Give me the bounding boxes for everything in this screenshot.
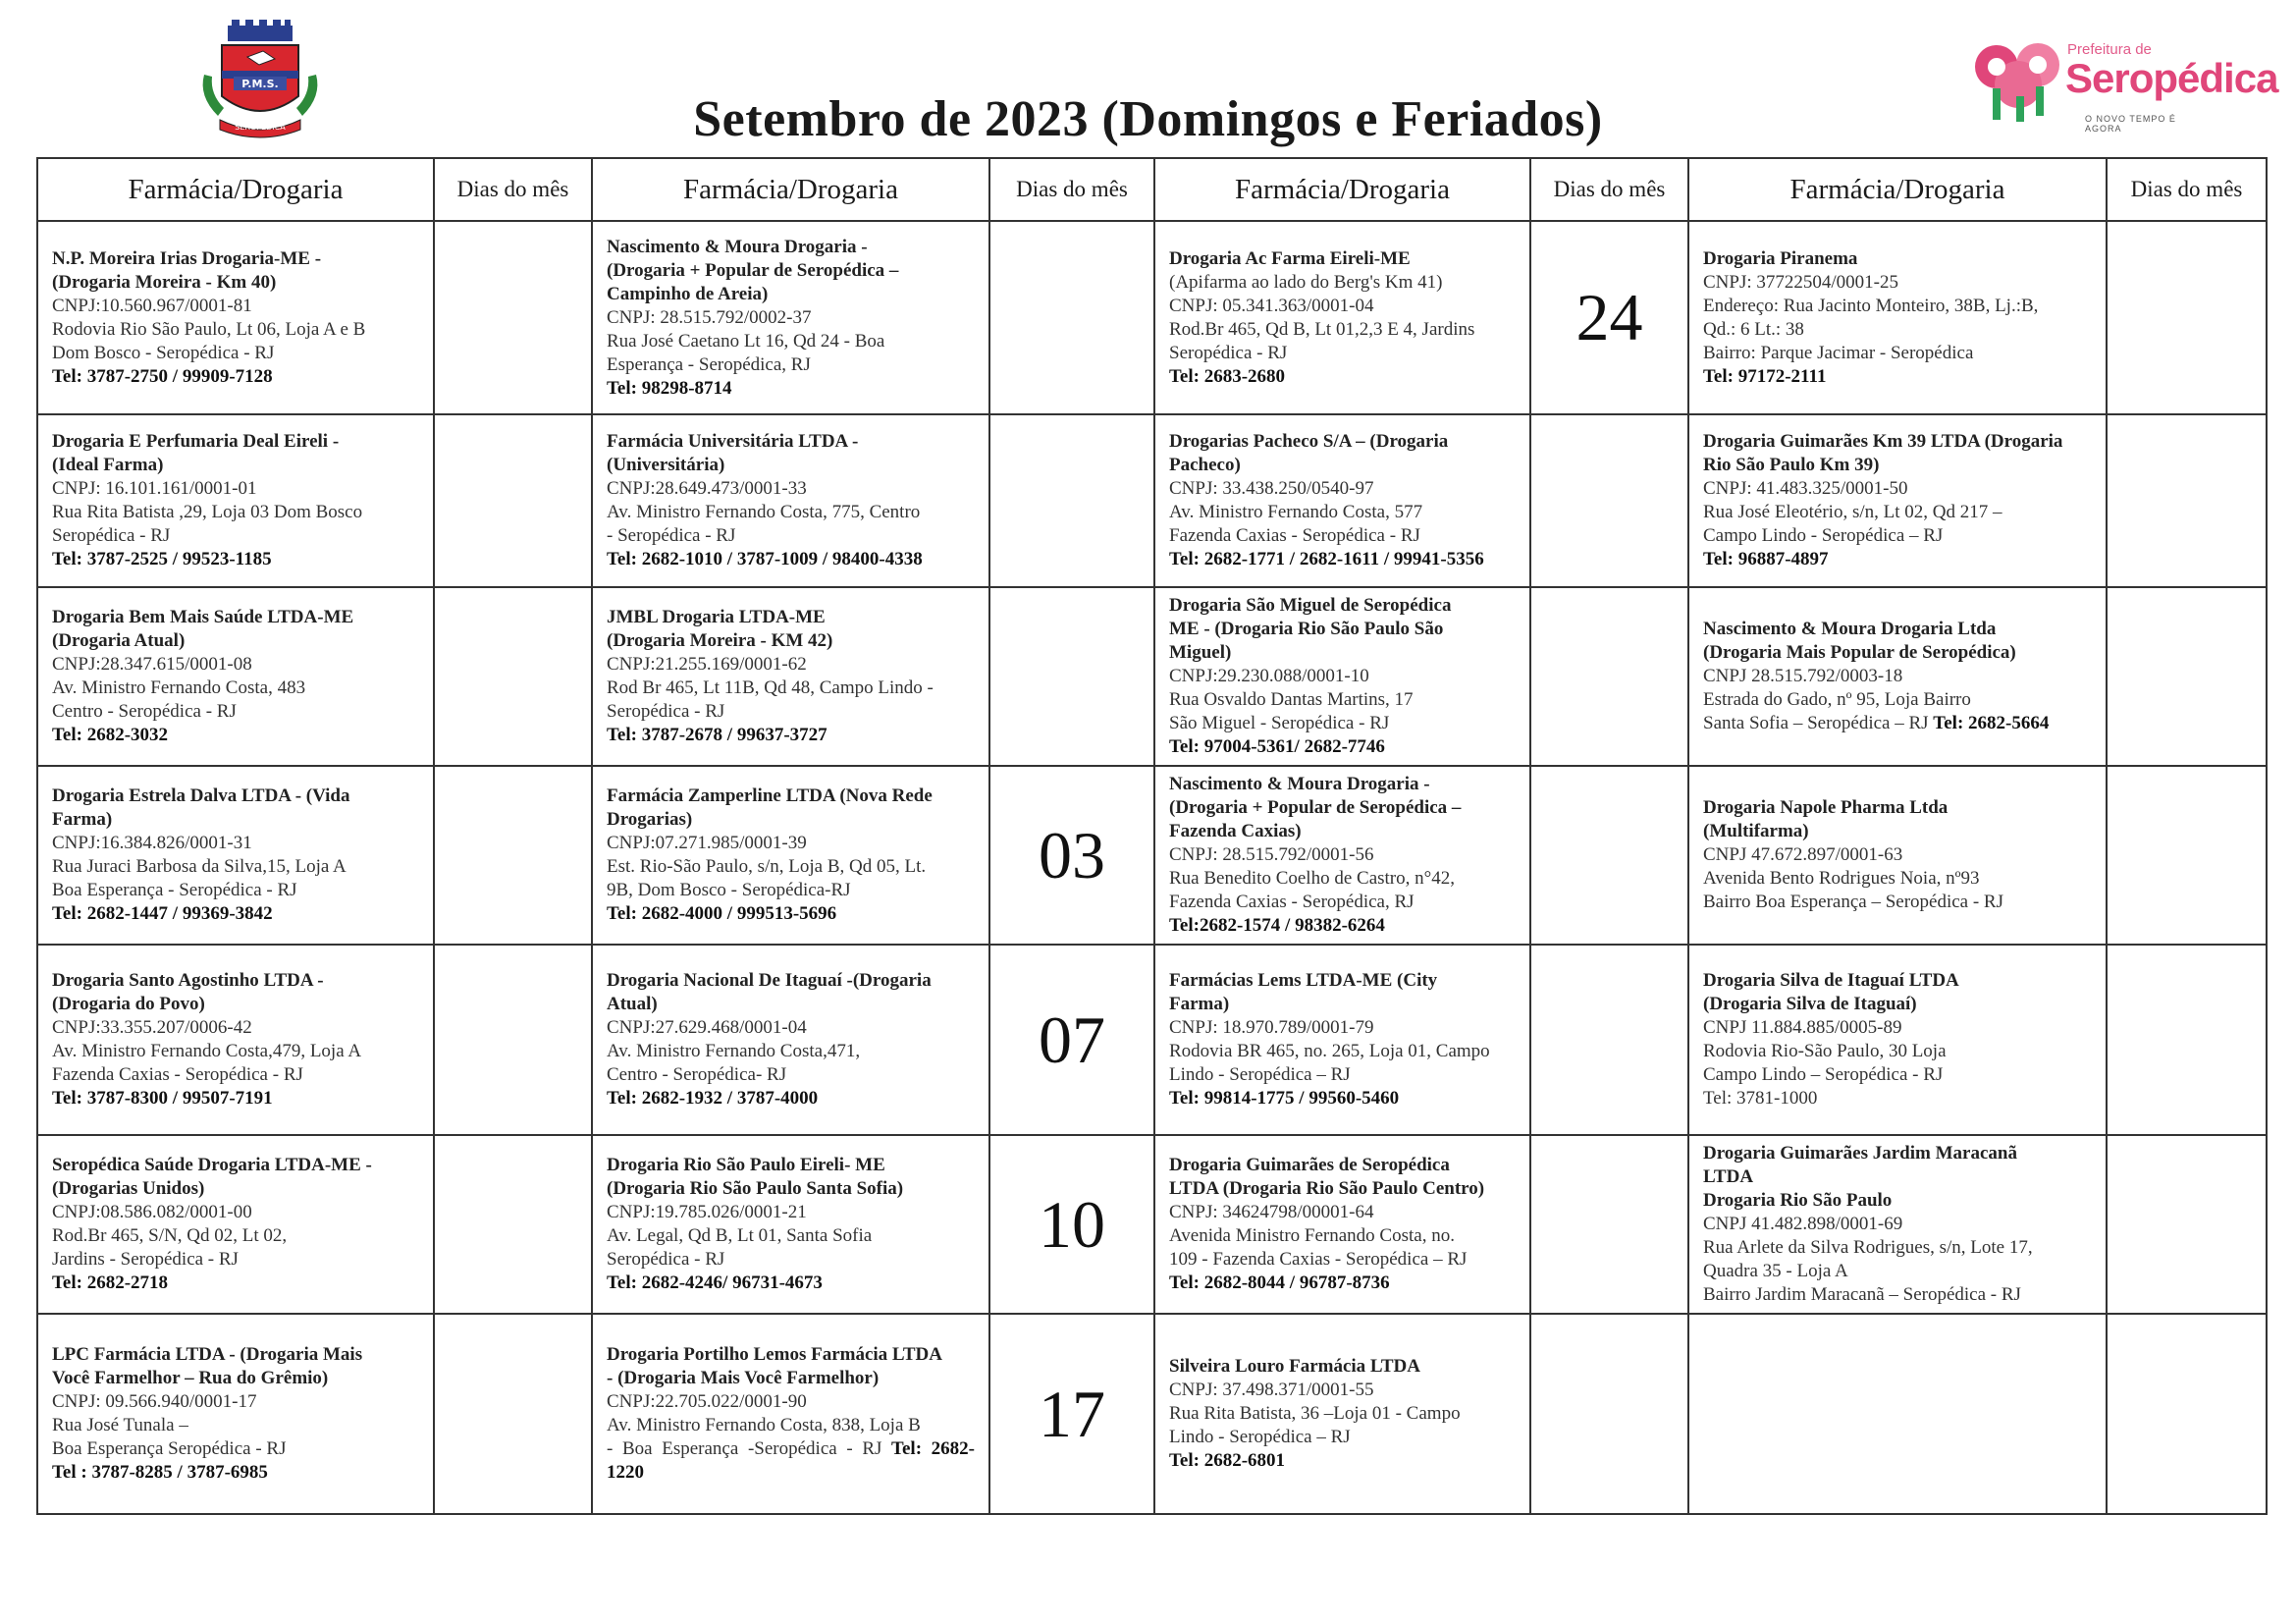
duty-day-cell: [2107, 945, 2267, 1135]
pharmacy-phone: Tel: 97172-2111: [1703, 365, 1827, 387]
pharmacy-cell: [1154, 587, 1530, 766]
pharmacy-cell: [592, 945, 989, 1135]
pharmacy-phone: Tel: 3787-2678 / 99637-3727: [607, 725, 828, 745]
pharmacy-name: Drogaria São Miguel de Seropédica: [1169, 595, 1452, 616]
pharmacy-cell: [1154, 945, 1530, 1135]
pharmacy-info-line: Lindo - Seropédica – RJ: [1169, 1427, 1351, 1447]
pharmacy-phone: Tel: 2682-3032: [52, 725, 169, 745]
pharmacy-cell: [1154, 766, 1530, 945]
pharmacy-name: Drogaria Ac Farma Eireli-ME: [1169, 247, 1411, 269]
pharmacy-name: Miguel): [1169, 642, 1232, 663]
pharmacy-name: Drogaria Piranema: [1703, 247, 1858, 269]
pharmacy-phone: Tel: 2682-1447 / 99369-3842: [52, 903, 273, 924]
pharmacy-info-line: CNPJ: 28.515.792/0002-37: [607, 306, 812, 328]
pharmacy-name: Nascimento & Moura Drogaria -: [607, 236, 868, 257]
duty-day-cell: [434, 1135, 592, 1314]
pharmacy-info-line: Tel: 3781-1000: [1703, 1088, 1818, 1109]
table-row: [37, 414, 2267, 587]
pharmacy-name: Silveira Louro Farmácia LTDA: [1169, 1356, 1420, 1377]
pharmacy-info-line: Campo Lindo - Seropédica – RJ: [1703, 525, 1944, 546]
pharmacy-cell: [1154, 414, 1530, 587]
pharmacy-name: Farmácia Universitária LTDA -: [607, 431, 859, 452]
duty-day-cell: 07: [989, 945, 1154, 1135]
pharmacy-info-line: Seropédica - RJ: [52, 525, 171, 546]
pharmacy-cell: [1688, 587, 2107, 766]
pharmacy-name: Drogaria Nacional De Itaguaí -(Drogaria: [607, 970, 932, 991]
pharmacy-name: (Universitária): [607, 455, 725, 475]
pharmacy-info-line: Lindo - Seropédica – RJ: [1169, 1064, 1351, 1085]
pharmacy-info-line: Rod Br 465, Lt 11B, Qd 48, Campo Lindo -: [607, 677, 934, 698]
pharmacy-name: Drogaria Guimarães de Seropédica: [1169, 1155, 1450, 1175]
pharmacy-info-line: Rua Rita Batista ,29, Loja 03 Dom Bosco: [52, 502, 363, 522]
duty-day-cell: 03: [989, 766, 1154, 945]
pharmacy-info-line: CNPJ: 37722504/0001-25: [1703, 271, 1898, 293]
pharmacy-name: Seropédica Saúde Drogaria LTDA-ME -: [52, 1155, 372, 1175]
pharmacy-name: Drogaria Guimarães Jardim Maracanã: [1703, 1143, 2017, 1164]
header-farmacia: Farmácia/Drogaria: [592, 158, 989, 221]
pharmacy-schedule-table: [36, 157, 2268, 1515]
logo-slogan: O NOVO TEMPO É AGORA: [2085, 114, 2176, 134]
pharmacy-info-line: Rodovia Rio São Paulo, Lt 06, Loja A e B: [52, 318, 366, 340]
duty-day-cell: [2107, 1135, 2267, 1314]
pharmacy-cell: [37, 221, 434, 414]
pharmacy-info-line: CNPJ: 33.438.250/0540-97: [1169, 478, 1374, 499]
pharmacy-info-line: CNPJ: 34624798/00001-64: [1169, 1202, 1374, 1222]
pharmacy-info-line: Quadra 35 - Loja A: [1703, 1261, 1848, 1281]
duty-day-cell: [1530, 1135, 1688, 1314]
pharmacy-phone: Tel: 97004-5361/ 2682-7746: [1169, 736, 1385, 757]
pharmacy-phone: Tel: 2682-1220: [607, 1438, 975, 1483]
duty-day-cell: 17: [989, 1314, 1154, 1514]
pharmacy-name: Drogaria E Perfumaria Deal Eireli -: [52, 431, 340, 452]
duty-day-cell: [2107, 414, 2267, 587]
pharmacy-phone: Tel: 2682-1771 / 2682-1611 / 99941-5356: [1169, 549, 1484, 569]
pharmacy-info-line: CNPJ: 18.970.789/0001-79: [1169, 1017, 1374, 1038]
logo-city-name: Seropédica: [2065, 55, 2278, 101]
duty-day-cell: [1530, 1314, 1688, 1514]
pharmacy-info-line: Centro - Seropédica- RJ: [607, 1064, 787, 1085]
pharmacy-info-line: Santa Sofia – Seropédica – RJ Tel: 2682-5664: [1703, 713, 2050, 733]
header-farmacia: Farmácia/Drogaria: [1154, 158, 1530, 221]
table-row: [37, 221, 2267, 414]
pharmacy-name: Drogaria Rio São Paulo: [1703, 1190, 1893, 1211]
table-row: [37, 766, 2267, 945]
duty-day-cell: [1530, 766, 1688, 945]
pharmacy-info-line: - Seropédica - RJ: [607, 525, 736, 546]
pharmacy-info-line: CNPJ:10.560.967/0001-81: [52, 295, 252, 316]
pharmacy-info-line: Av. Ministro Fernando Costa,479, Loja A: [52, 1041, 362, 1061]
pharmacy-cell: [1154, 221, 1530, 414]
pharmacy-cell: [37, 1314, 434, 1514]
pharmacy-phone: Tel: 98298-8714: [607, 377, 732, 399]
duty-day-cell: [989, 414, 1154, 587]
pharmacy-phone: Tel: 2682-4246/ 96731-4673: [607, 1272, 823, 1293]
pharmacy-info-line: Boa Esperança - Seropédica - RJ: [52, 880, 297, 900]
pharmacy-info-line: Av. Ministro Fernando Costa, 775, Centro: [607, 502, 921, 522]
pharmacy-info-line: Seropédica - RJ: [607, 701, 725, 722]
pharmacy-info-line: CNPJ:16.384.826/0001-31: [52, 833, 252, 853]
pharmacy-name: (Drogaria do Povo): [52, 994, 205, 1014]
pharmacy-info-line: CNPJ: 09.566.940/0001-17: [52, 1391, 257, 1412]
header-dias: Dias do mês: [434, 158, 592, 221]
pharmacy-info-line: CNPJ 47.672.897/0001-63: [1703, 844, 1903, 865]
pharmacy-phone: Tel: 3787-8300 / 99507-7191: [52, 1088, 273, 1109]
pharmacy-info-line: CNPJ:27.629.468/0001-04: [607, 1017, 807, 1038]
pharmacy-phone: Tel: 2682-6801: [1169, 1450, 1286, 1471]
pharmacy-name: (Drogarias Unidos): [52, 1178, 205, 1199]
table-row: [37, 1135, 2267, 1314]
duty-day-cell: [2107, 221, 2267, 414]
pharmacy-name: (Drogaria Silva de Itaguaí): [1703, 994, 1917, 1014]
pharmacy-name: Drogarias Pacheco S/A – (Drogaria: [1169, 431, 1449, 452]
pharmacy-name: Farmácias Lems LTDA-ME (City: [1169, 970, 1438, 991]
pharmacy-info-line: Rua José Caetano Lt 16, Qd 24 - Boa: [607, 330, 885, 352]
pharmacy-name: (Drogaria Atual): [52, 630, 186, 651]
pharmacy-info-line: Rua Juraci Barbosa da Silva,15, Loja A: [52, 856, 347, 877]
header-dias: Dias do mês: [989, 158, 1154, 221]
pharmacy-name: Fazenda Caxias): [1169, 821, 1302, 841]
pharmacy-name: (Drogaria + Popular de Seropédica –: [607, 259, 899, 281]
pharmacy-name: LPC Farmácia LTDA - (Drogaria Mais: [52, 1344, 363, 1365]
pharmacy-name: Drogarias): [607, 809, 693, 830]
pharmacy-info-line: Av. Ministro Fernando Costa, 577: [1169, 502, 1423, 522]
duty-day-cell: [2107, 587, 2267, 766]
pharmacy-cell: [592, 414, 989, 587]
pharmacy-cell: [592, 587, 989, 766]
pharmacy-name: (Multifarma): [1703, 821, 1809, 841]
pharmacy-info-line: Qd.: 6 Lt.: 38: [1703, 318, 1804, 340]
pharmacy-info-line: CNPJ: 05.341.363/0001-04: [1169, 295, 1374, 316]
pharmacy-name: N.P. Moreira Irias Drogaria-ME -: [52, 247, 322, 269]
duty-day-cell: [1530, 414, 1688, 587]
pharmacy-info-line: Rod.Br 465, S/N, Qd 02, Lt 02,: [52, 1225, 288, 1246]
duty-day-cell: [989, 221, 1154, 414]
pharmacy-cell: [592, 221, 989, 414]
pharmacy-info-line: (Apifarma ao lado do Berg's Km 41): [1169, 271, 1443, 293]
pharmacy-name: Atual): [607, 994, 658, 1014]
pharmacy-info-line: São Miguel - Seropédica - RJ: [1169, 713, 1390, 733]
duty-day-cell: [434, 221, 592, 414]
duty-day-cell: [434, 414, 592, 587]
pharmacy-phone: Tel: 2682-5664: [1933, 713, 2050, 733]
pharmacy-info-line: Rua Rita Batista, 36 –Loja 01 - Campo: [1169, 1403, 1461, 1424]
pharmacy-info-line: Rua José Tunala –: [52, 1415, 188, 1435]
table-row: [37, 587, 2267, 766]
pharmacy-cell: [1688, 414, 2107, 587]
pharmacy-name: Rio São Paulo Km 39): [1703, 455, 1880, 475]
pharmacy-info-line: Bairro: Parque Jacimar - Seropédica: [1703, 342, 1974, 363]
pharmacy-info-line: 109 - Fazenda Caxias - Seropédica – RJ: [1169, 1249, 1468, 1270]
pharmacy-info-line: 9B, Dom Bosco - Seropédica-RJ: [607, 880, 851, 900]
pharmacy-name: LTDA: [1703, 1166, 1754, 1187]
pharmacy-name: Drogaria Estrela Dalva LTDA - (Vida: [52, 785, 350, 806]
pharmacy-info-line: Campo Lindo – Seropédica - RJ: [1703, 1064, 1944, 1085]
pharmacy-info-line: CNPJ:29.230.088/0001-10: [1169, 666, 1369, 686]
pharmacy-info-line: CNPJ:07.271.985/0001-39: [607, 833, 807, 853]
pharmacy-phone: Tel:2682-1574 / 98382-6264: [1169, 915, 1385, 936]
pharmacy-name: (Drogaria Moreira - KM 42): [607, 630, 833, 651]
pharmacy-info-line: CNPJ 28.515.792/0003-18: [1703, 666, 1903, 686]
pharmacy-info-line: Esperança - Seropédica, RJ: [607, 353, 811, 375]
pharmacy-name: Campinho de Areia): [607, 283, 769, 304]
pharmacy-name: LTDA (Drogaria Rio São Paulo Centro): [1169, 1178, 1485, 1199]
duty-day-cell: 24: [1530, 221, 1688, 414]
pharmacy-name: JMBL Drogaria LTDA-ME: [607, 607, 826, 627]
pharmacy-name: ME - (Drogaria Rio São Paulo São: [1169, 619, 1444, 639]
page-title: Setembro de 2023 (Domingos e Feriados): [693, 91, 1603, 147]
pharmacy-cell: [1688, 1135, 2107, 1314]
duty-day-cell: [434, 587, 592, 766]
pharmacy-phone: Tel: 3787-2525 / 99523-1185: [52, 549, 272, 569]
pharmacy-name: Você Farmelhor – Rua do Grêmio): [52, 1368, 329, 1388]
pharmacy-name: - (Drogaria Mais Você Farmelhor): [607, 1368, 880, 1388]
duty-day-cell: [1530, 945, 1688, 1135]
pharmacy-name: Farma): [52, 809, 113, 830]
pharmacy-info-line: Avenida Ministro Fernando Costa, no.: [1169, 1225, 1455, 1246]
pharmacy-info-line: CNPJ: 28.515.792/0001-56: [1169, 844, 1374, 865]
pharmacy-phone: Tel: 2683-2680: [1169, 365, 1286, 387]
duty-day-cell: [989, 587, 1154, 766]
pharmacy-cell: [1688, 945, 2107, 1135]
pharmacy-name: Drogaria Bem Mais Saúde LTDA-ME: [52, 607, 354, 627]
header-farmacia: Farmácia/Drogaria: [37, 158, 434, 221]
pharmacy-cell: [1154, 1135, 1530, 1314]
pharmacy-info-line: Endereço: Rua Jacinto Monteiro, 38B, Lj.:B,: [1703, 295, 2039, 316]
pharmacy-phone: Tel: 2682-1932 / 3787-4000: [607, 1088, 819, 1109]
pharmacy-name: Drogaria Portilho Lemos Farmácia LTDA: [607, 1344, 942, 1365]
pharmacy-info-line: CNPJ:22.705.022/0001-90: [607, 1391, 807, 1412]
duty-day-cell: 10: [989, 1135, 1154, 1314]
pharmacy-name: Drogaria Santo Agostinho LTDA -: [52, 970, 324, 991]
duty-day-cell: [2107, 766, 2267, 945]
pharmacy-info-line: Av. Legal, Qd B, Lt 01, Santa Sofia: [607, 1225, 873, 1246]
duty-day-cell: [434, 766, 592, 945]
pharmacy-cell: [592, 766, 989, 945]
header-farmacia: Farmácia/Drogaria: [1688, 158, 2107, 221]
pharmacy-cell: [1688, 1314, 2107, 1514]
pharmacy-info-line: CNPJ:28.347.615/0001-08: [52, 654, 252, 675]
pharmacy-name: Drogaria Rio São Paulo Eireli- ME: [607, 1155, 885, 1175]
table-header-row: [37, 158, 2267, 221]
pharmacy-name: Drogaria Guimarães Km 39 LTDA (Drogaria: [1703, 431, 2063, 452]
pharmacy-cell: [37, 766, 434, 945]
pharmacy-info-line: Estrada do Gado, nº 95, Loja Bairro: [1703, 689, 1971, 710]
pharmacy-cell: [1688, 766, 2107, 945]
pharmacy-info-line: CNPJ:19.785.026/0001-21: [607, 1202, 807, 1222]
pharmacy-name: (Drogaria + Popular de Seropédica –: [1169, 797, 1462, 818]
pharmacy-info-line: Avenida Bento Rodrigues Noia, nº93: [1703, 868, 1980, 889]
pharmacy-info-line: Rua Arlete da Silva Rodrigues, s/n, Lote 17,: [1703, 1237, 2033, 1258]
pharmacy-phone: Tel: 2682-4000 / 999513-5696: [607, 903, 837, 924]
pharmacy-name: Nascimento & Moura Drogaria -: [1169, 774, 1430, 794]
pharmacy-cell: [37, 587, 434, 766]
logo-ribbon-text: SEROPÉDICA: [235, 123, 286, 132]
pharmacy-cell: [37, 1135, 434, 1314]
pharmacy-info-line: Dom Bosco - Seropédica - RJ: [52, 342, 275, 363]
table-row: [37, 1314, 2267, 1514]
pharmacy-info-line: Fazenda Caxias - Seropédica - RJ: [52, 1064, 303, 1085]
pharmacy-name: (Drogaria Moreira - Km 40): [52, 271, 277, 293]
pharmacy-cell: [592, 1314, 989, 1514]
pharmacy-name: Drogaria Silva de Itaguaí LTDA: [1703, 970, 1959, 991]
pharmacy-name: Nascimento & Moura Drogaria Ltda: [1703, 619, 1997, 639]
pharmacy-name: Drogaria Napole Pharma Ltda: [1703, 797, 1949, 818]
pharmacy-phone: Tel: 96887-4897: [1703, 549, 1829, 569]
pharmacy-info-line: Jardins - Seropédica - RJ: [52, 1249, 239, 1270]
duty-day-cell: [1530, 587, 1688, 766]
pharmacy-info-line: Bairro Jardim Maracanã – Seropédica - RJ: [1703, 1284, 2021, 1305]
pharmacy-info-line: Av. Ministro Fernando Costa,471,: [607, 1041, 861, 1061]
pharmacy-info-line: Rodovia Rio-São Paulo, 30 Loja: [1703, 1041, 1947, 1061]
pharmacy-info-line: CNPJ: 16.101.161/0001-01: [52, 478, 257, 499]
pharmacy-info-line: Fazenda Caxias - Seropédica - RJ: [1169, 525, 1420, 546]
pharmacy-info-line: Rodovia BR 465, no. 265, Loja 01, Campo: [1169, 1041, 1490, 1061]
pharmacy-phone: Tel: 2682-1010 / 3787-1009 / 98400-4338: [607, 549, 923, 569]
pharmacy-info-line: Centro - Seropédica - RJ: [52, 701, 237, 722]
pharmacy-info-line: CNPJ:28.649.473/0001-33: [607, 478, 807, 499]
pharmacy-info-line: CNPJ 11.884.885/0005-89: [1703, 1017, 1902, 1038]
pharmacy-info-line: Rua Benedito Coelho de Castro, n°42,: [1169, 868, 1455, 889]
pharmacy-name: (Ideal Farma): [52, 455, 164, 475]
pharmacy-info-line: Rua José Eleotério, s/n, Lt 02, Qd 217 –: [1703, 502, 2002, 522]
pharmacy-info-line: Seropédica - RJ: [1169, 342, 1288, 363]
pharmacy-info-line: CNPJ 41.482.898/0001-69: [1703, 1214, 1903, 1234]
pharmacy-info-line: CNPJ:08.586.082/0001-00: [52, 1202, 252, 1222]
pharmacy-info-line: Boa Esperança Seropédica - RJ: [52, 1438, 287, 1459]
pharmacy-info-line: - Boa Esperança -Seropédica - RJ Tel: 2682-1220: [607, 1438, 975, 1483]
logo-text: P.M.S.: [241, 78, 279, 90]
pharmacy-name: Pacheco): [1169, 455, 1241, 475]
pharmacy-info-line: Bairro Boa Esperança – Seropédica - RJ: [1703, 892, 2004, 912]
pharmacy-info-line: Rua Osvaldo Dantas Martins, 17: [1169, 689, 1414, 710]
pharmacy-phone: Tel: 99814-1775 / 99560-5460: [1169, 1088, 1400, 1109]
pharmacy-cell: [37, 414, 434, 587]
duty-day-cell: [434, 1314, 592, 1514]
pharmacy-info-line: Rod.Br 465, Qd B, Lt 01,2,3 E 4, Jardins: [1169, 318, 1475, 340]
pharmacy-phone: Tel: 2682-8044 / 96787-8736: [1169, 1272, 1390, 1293]
pharmacy-info-line: Av. Ministro Fernando Costa, 483: [52, 677, 306, 698]
pharmacy-phone: Tel : 3787-8285 / 3787-6985: [52, 1462, 268, 1483]
pharmacy-cell: [1154, 1314, 1530, 1514]
pharmacy-name: (Drogaria Mais Popular de Seropédica): [1703, 642, 2016, 663]
pharmacy-name: Farmácia Zamperline LTDA (Nova Rede: [607, 785, 933, 806]
pharmacy-phone: Tel: 3787-2750 / 99909-7128: [52, 365, 273, 387]
header-dias: Dias do mês: [1530, 158, 1688, 221]
duty-day-cell: [434, 945, 592, 1135]
pharmacy-phone: Tel: 2682-2718: [52, 1272, 169, 1293]
pharmacy-info-line: CNPJ:21.255.169/0001-62: [607, 654, 807, 675]
duty-day-cell: [2107, 1314, 2267, 1514]
pharmacy-info-line: Est. Rio-São Paulo, s/n, Loja B, Qd 05, Lt.: [607, 856, 927, 877]
pharmacy-info-line: Seropédica - RJ: [607, 1249, 725, 1270]
pharmacy-info-line: CNPJ:33.355.207/0006-42: [52, 1017, 252, 1038]
pharmacy-name: (Drogaria Rio São Paulo Santa Sofia): [607, 1178, 904, 1199]
table-row: [37, 945, 2267, 1135]
pharmacy-cell: [1688, 221, 2107, 414]
logo-prefeitura-label: Prefeitura de: [2067, 41, 2152, 58]
pharmacy-info-line: Fazenda Caxias - Seropédica, RJ: [1169, 892, 1415, 912]
pharmacy-info-line: Av. Ministro Fernando Costa, 838, Loja B: [607, 1415, 921, 1435]
pharmacy-info-line: CNPJ: 41.483.325/0001-50: [1703, 478, 1908, 499]
pharmacy-cell: [592, 1135, 989, 1314]
header-dias: Dias do mês: [2107, 158, 2267, 221]
pharmacy-cell: [37, 945, 434, 1135]
pharmacy-name: Farma): [1169, 994, 1230, 1014]
pharmacy-info-line: CNPJ: 37.498.371/0001-55: [1169, 1380, 1374, 1400]
